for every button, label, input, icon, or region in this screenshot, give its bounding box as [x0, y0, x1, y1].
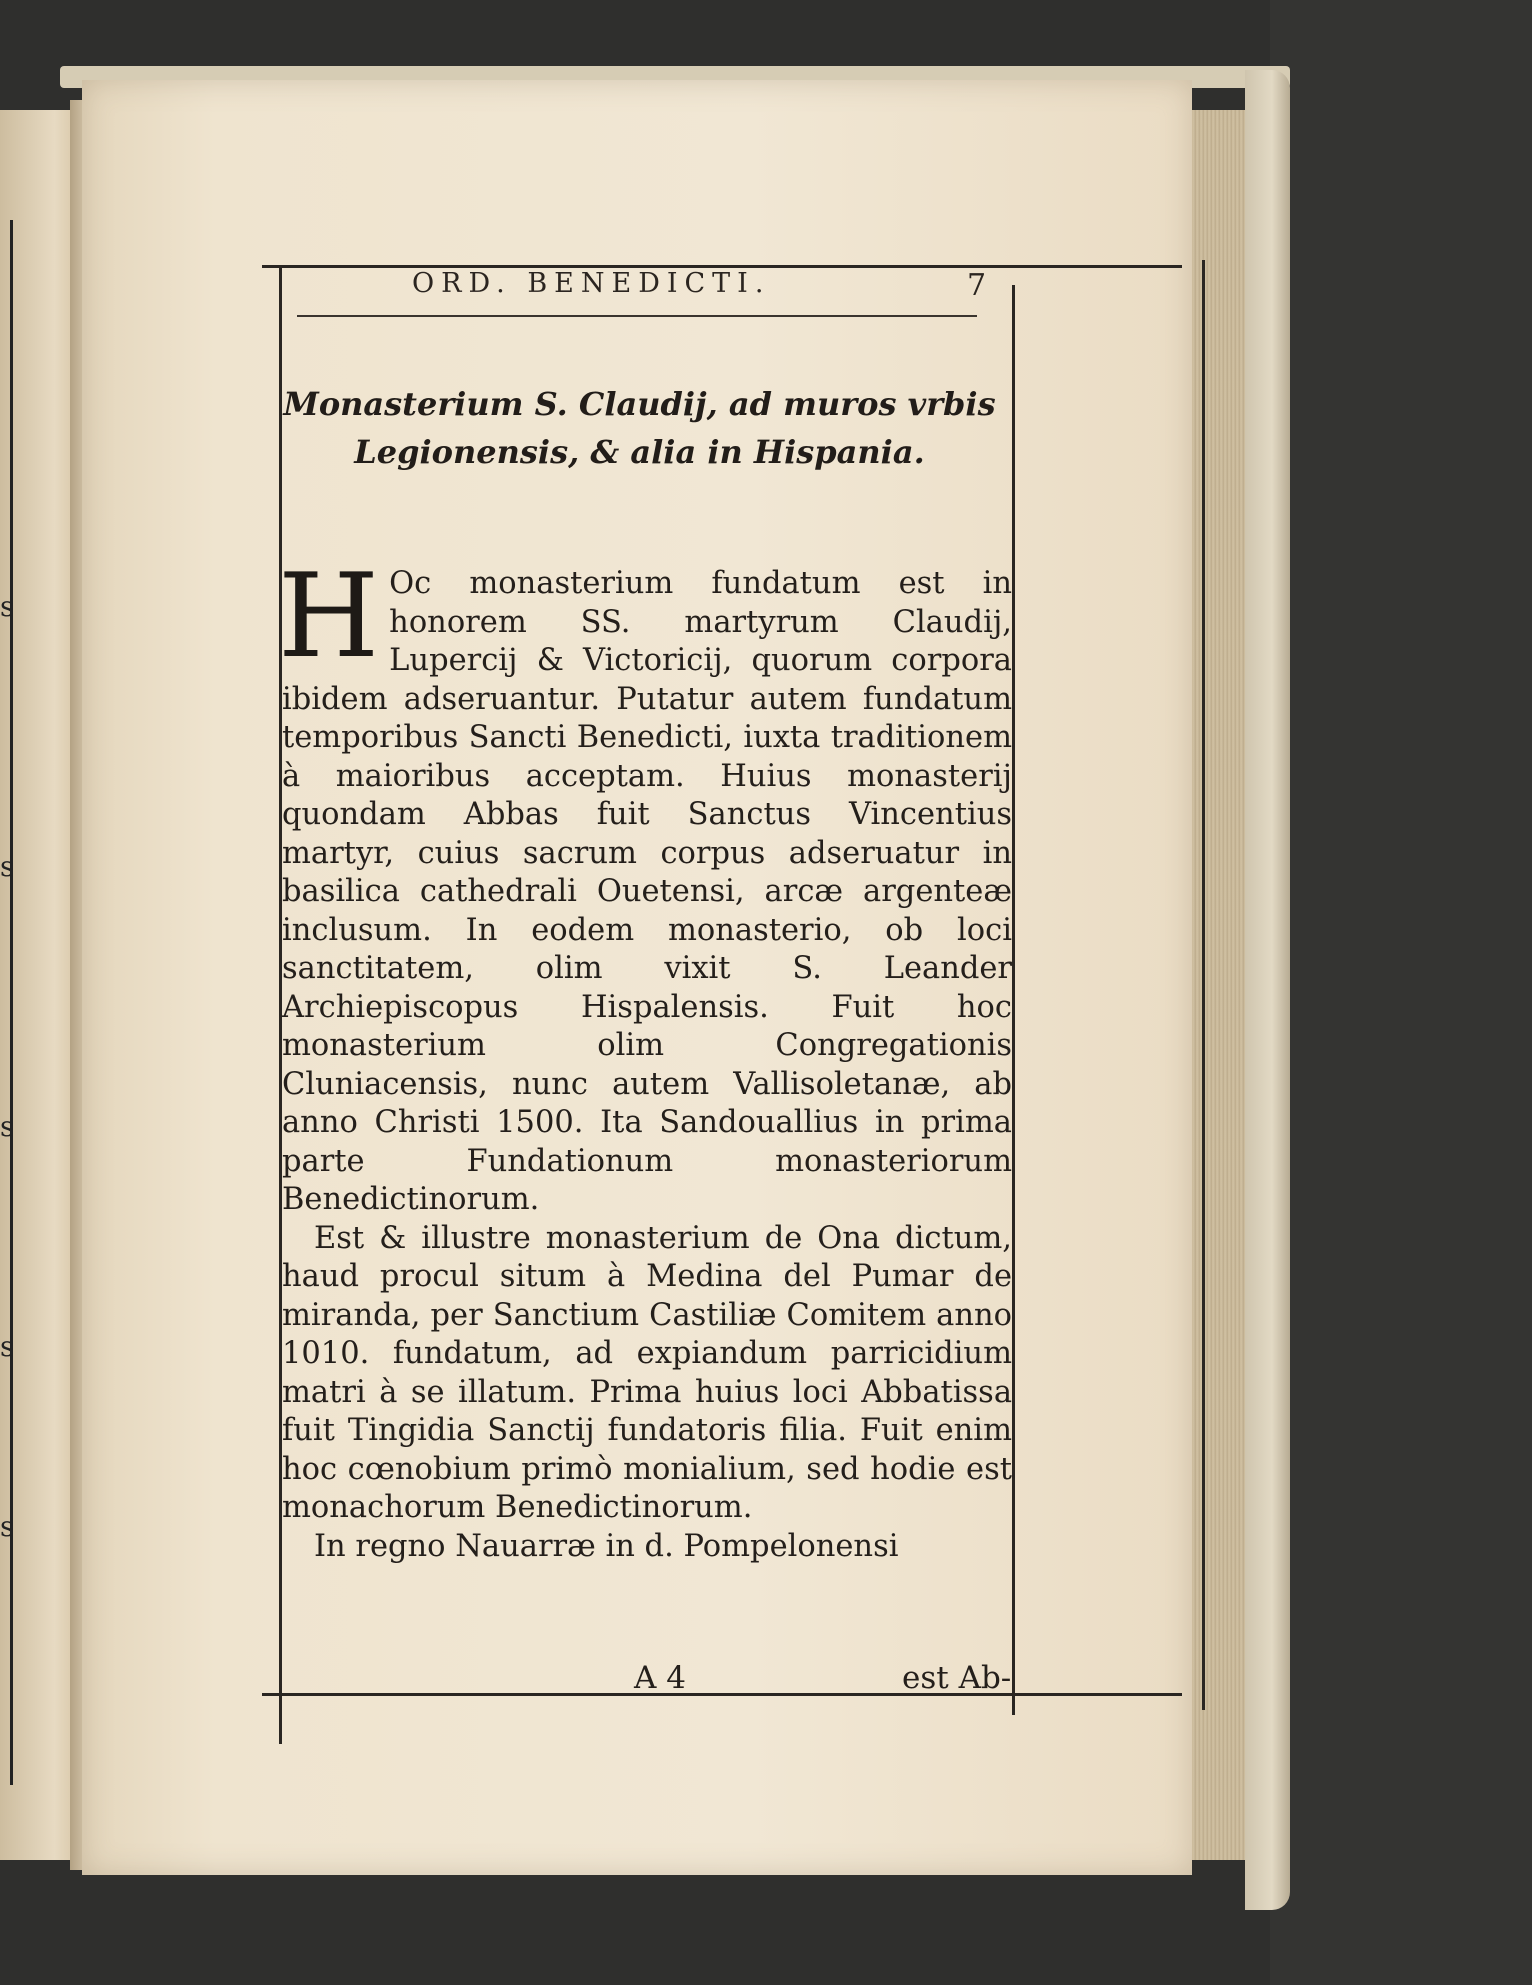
signature-mark: A 4 — [634, 1660, 686, 1696]
frame-rule-right — [1012, 285, 1015, 1715]
paragraph-1 — [278, 549, 1012, 1220]
cover-edge — [1245, 70, 1290, 1910]
catchword: est Ab- — [902, 1660, 1012, 1696]
head-rule — [297, 315, 977, 317]
paragraph-3: In regno Nauarræ in d. Pompelonensi — [314, 1528, 899, 1564]
left-page-glyph: s — [0, 850, 15, 883]
drop-capital: H — [278, 549, 380, 684]
body-text — [278, 549, 1012, 1566]
paragraph-1-text: Oc monasterium fundatum est in honorem SS. martyrum Claudij, Lupercij & Victoricij, quorum corpora ibidem adseruantur. Putatur autem fundatum temporibus Sancti Benedicti, iuxta traditionem à maioribus acceptam. Huius monasterij quondam Abbas fuit Sanctus Vincentius martyr, cuius sacrum corpus adseruatur in basilica cathedrali Ouetensi, arcæ argenteæ inclusum. In eodem monasterio, ob loci sanctitatem, olim vixit S. Leander Archiepiscopus Hispalensis. Fuit hoc monasterium olim Congregationis Cluniacensis, nunc autem Vallisoletanæ, ab anno Christi 1500. Ita Sandouallius in prima parte Fundationum monasteriorum Benedictinorum. — [282, 566, 1012, 1217]
frame-rule-bottom — [262, 1693, 1182, 1696]
paragraph-2: Est & illustre monasterium de Ona dictum, haud procul situm à Medina del Pumar de miranda, per Sanctium Castiliæ Comitem anno 1010. fundatum, ad expiandum parricidium matri à se illatum. Prima huius loci Abbatissa fuit Tingidia Sanctij fundatoris filia. Fuit enim hoc cœnobium primò monialium, sed hodie est monachorum Benedictinorum. — [282, 1220, 1012, 1525]
left-page-glyph: s — [0, 1510, 15, 1543]
right-page — [82, 80, 1192, 1875]
frame-rule-outer-right — [1202, 260, 1205, 1710]
page-number: 7 — [967, 268, 987, 303]
left-page-glyph: s — [0, 1330, 15, 1363]
running-head: ORD. BENEDICTI. — [412, 268, 771, 299]
left-page-glyph: s — [0, 590, 15, 623]
book — [0, 70, 1300, 1910]
background — [1270, 0, 1532, 1985]
left-page-rule — [10, 220, 13, 1785]
left-page-glyph: s — [0, 1110, 15, 1143]
left-page-fragment — [0, 110, 80, 1860]
section-title: Monasterium S. Claudij, ad muros vrbis Legionensis, & alia in Hispania. — [283, 385, 996, 471]
